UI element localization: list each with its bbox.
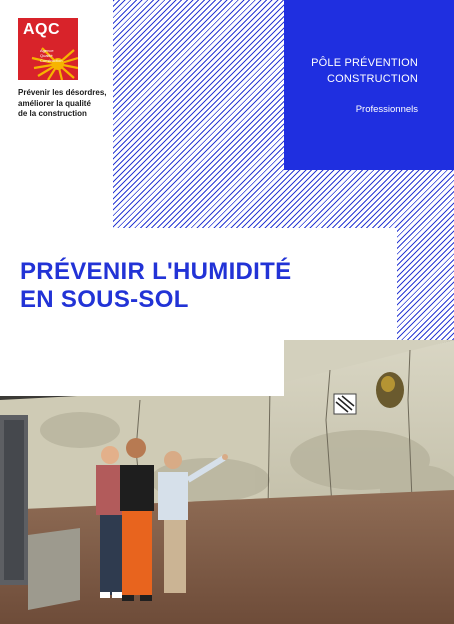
- photo-cover-white: [0, 340, 284, 396]
- logo-fullname-line3: Construction: [40, 58, 63, 63]
- pole-label-line2: CONSTRUCTION: [326, 73, 418, 85]
- aqc-logo: [18, 18, 78, 80]
- pole-label-line1: PÔLE PRÉVENTION: [311, 57, 418, 69]
- tagline-line3: de la construction: [18, 109, 87, 118]
- tagline-line1: Prévenir les désordres,: [18, 88, 107, 97]
- page-title-line2: EN SOUS-SOL: [20, 286, 189, 313]
- audience-label: Professionnels: [355, 104, 418, 115]
- logo-acronym: AQC: [23, 21, 61, 38]
- tagline-line2: améliorer la qualité: [18, 98, 91, 108]
- person-left: [96, 446, 124, 598]
- logo-fullname-line1: Agence: [40, 48, 54, 53]
- logo-fullname: [40, 48, 62, 63]
- pole-label: [284, 55, 418, 87]
- title-band: [0, 228, 397, 340]
- tagline: [18, 88, 107, 120]
- page-title-line1: PRÉVENIR L'HUMIDITÉ: [20, 258, 292, 285]
- logo-fullname-line2: Qualité: [40, 53, 53, 58]
- pole-prevention-box: [284, 0, 454, 170]
- page-title: [20, 258, 291, 314]
